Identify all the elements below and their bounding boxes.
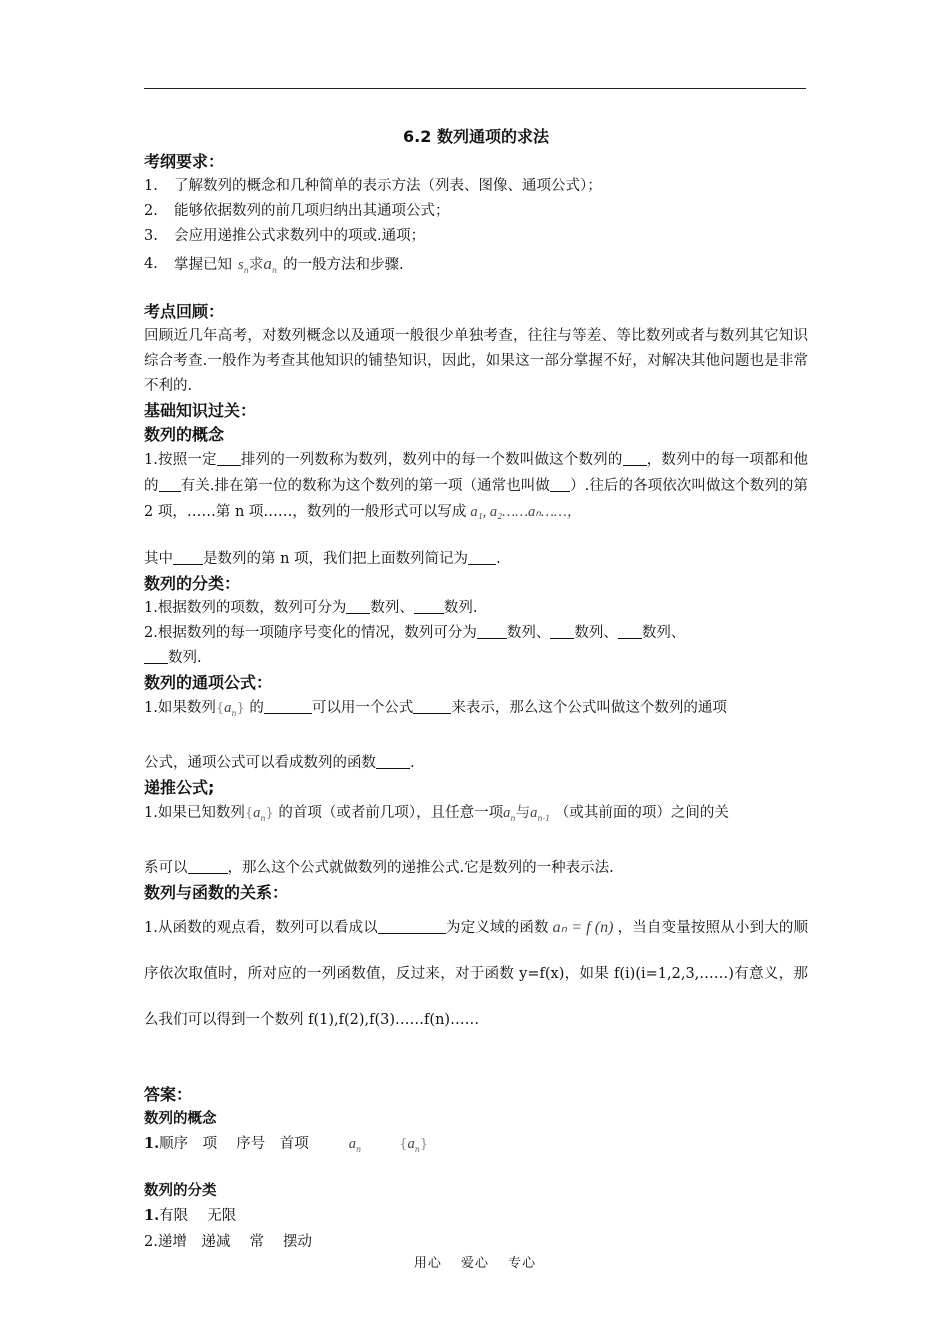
classification-line-2: 2.根据数列的每一项随序号变化的情况，数列可分为 数列、 数列、 数列、 数列. <box>144 625 686 666</box>
list-num: 3. <box>144 228 158 244</box>
basics-heading: 基础知识过关： <box>144 401 257 420</box>
answers-concept-heading: 数列的概念 <box>144 1111 217 1127</box>
fill-blank <box>550 477 570 492</box>
general-term-paragraph-2: 公式，通项公式可以看成数列的函数 . <box>144 755 415 771</box>
review-heading: 考点回顾： <box>144 302 225 321</box>
list-text: 能够依据数列的前几项归纳出其通项公式； <box>174 203 450 219</box>
sequence-formula: a₁, a₂……aₙ……， <box>470 504 582 520</box>
fill-blank <box>468 550 496 565</box>
general-term-heading: 数列的通项公式： <box>144 673 273 692</box>
general-term-paragraph: 1.如果数列$\{a_n\}$ 的 可以用一个公式 来表示，那么这个公式叫做这个数列的通项 <box>144 700 727 718</box>
answers-class-heading: 数列的分类 <box>144 1183 217 1199</box>
function-formula: aₙ = f (n) <box>552 919 614 936</box>
recursive-paragraph-2: 系可以 ，那么这个公式就做数列的递推公式.它是数列的一种表示法. <box>144 860 614 876</box>
list-text: 掌握已知 $s_n$求$a_n$ 的一般方法和步骤. <box>174 254 404 275</box>
fill-blank <box>159 477 181 492</box>
page-footer: 用心 爱心 专心 <box>413 1256 537 1271</box>
list-item <box>144 199 808 224</box>
document-body <box>144 124 808 1255</box>
review-text: 回顾近几年高考，对数列概念以及通项一般很少单独考查，往往与等差、等比数列或者与数列其它知识综合考查.一般作为考查其他知识的铺垫知识，因此，如果这一部分掌握不好，对解决其他问题也是非常不利的. <box>144 328 808 394</box>
concept-heading: 数列的概念 <box>144 425 225 444</box>
fill-blank <box>623 451 647 466</box>
concept-paragraph-2: 其中 是数列的第 n 项，我们把上面数列简记为 . <box>144 551 501 567</box>
list-num: 1. <box>144 178 158 194</box>
math-a: a <box>263 254 272 273</box>
answers-class-line-1: 1.有限 无限 <box>144 1207 237 1224</box>
list-item <box>144 224 808 249</box>
function-relation-paragraph: 1.从函数的观点看，数列可以看成以 为定义域的函数 aₙ = f (n) ，当自变量按照从小到大的顺序依次取值时，所对应的一列函数值，反过来，对于函数 y=f(x)，如果 f(i)(i=1,2,3,……)有意义，那么我们可以得到一个数列 f(1),f(2),f(3)……f(n)…… <box>144 919 809 1028</box>
fill-blank <box>217 451 241 466</box>
list-num: 4. <box>144 256 158 272</box>
concept-paragraph: 1.按照一定 排列的一列数称为数列，数列中的每一个数叫做这个数列的 ，数列中的每一项都和他的 有关.排在第一位的数称为这个数列的第一项（通常也叫做 ）.往后的各项依次叫做这个数列的第 2 项，……第 n 项……，数列的一般形式可以写成 a₁, a₂……aₙ……， <box>144 452 809 520</box>
page-title: 6.2 数列通项的求法 <box>403 127 549 146</box>
fill-blank <box>173 550 203 565</box>
answers-concept-line: 1.顺序 项 序号 首项 $a_n$ $\{a_n\}$ <box>144 1135 429 1154</box>
syllabus-heading: 考纲要求： <box>144 152 225 171</box>
list-num: 2. <box>144 203 158 219</box>
classification-heading: 数列的分类： <box>144 574 241 593</box>
math-s: s <box>238 257 244 273</box>
list-text: 会应用递推公式求数列中的项或.通项； <box>174 228 426 244</box>
function-relation-heading: 数列与函数的关系： <box>144 883 289 902</box>
recursive-heading: 递推公式; <box>144 778 215 797</box>
list-item <box>144 249 808 286</box>
header-rule <box>144 88 806 89</box>
list-text: 了解数列的概念和几种简单的表示方法（列表、图像、通项公式）； <box>174 178 602 194</box>
recursive-paragraph: 1.如果已知数列$\{a_n\}$ 的首项（或者前几项），且任意一项$a_n$与$a_{n-1}$ （或其前面的项）之间的关 <box>144 805 729 823</box>
answers-heading: 答案： <box>144 1085 193 1104</box>
list-item <box>144 174 808 199</box>
classification-line-1: 1.根据数列的项数，数列可分为 数列、 数列. <box>144 600 478 616</box>
answers-class-line-2: 2.递增 递减 常 摆动 <box>144 1234 313 1250</box>
